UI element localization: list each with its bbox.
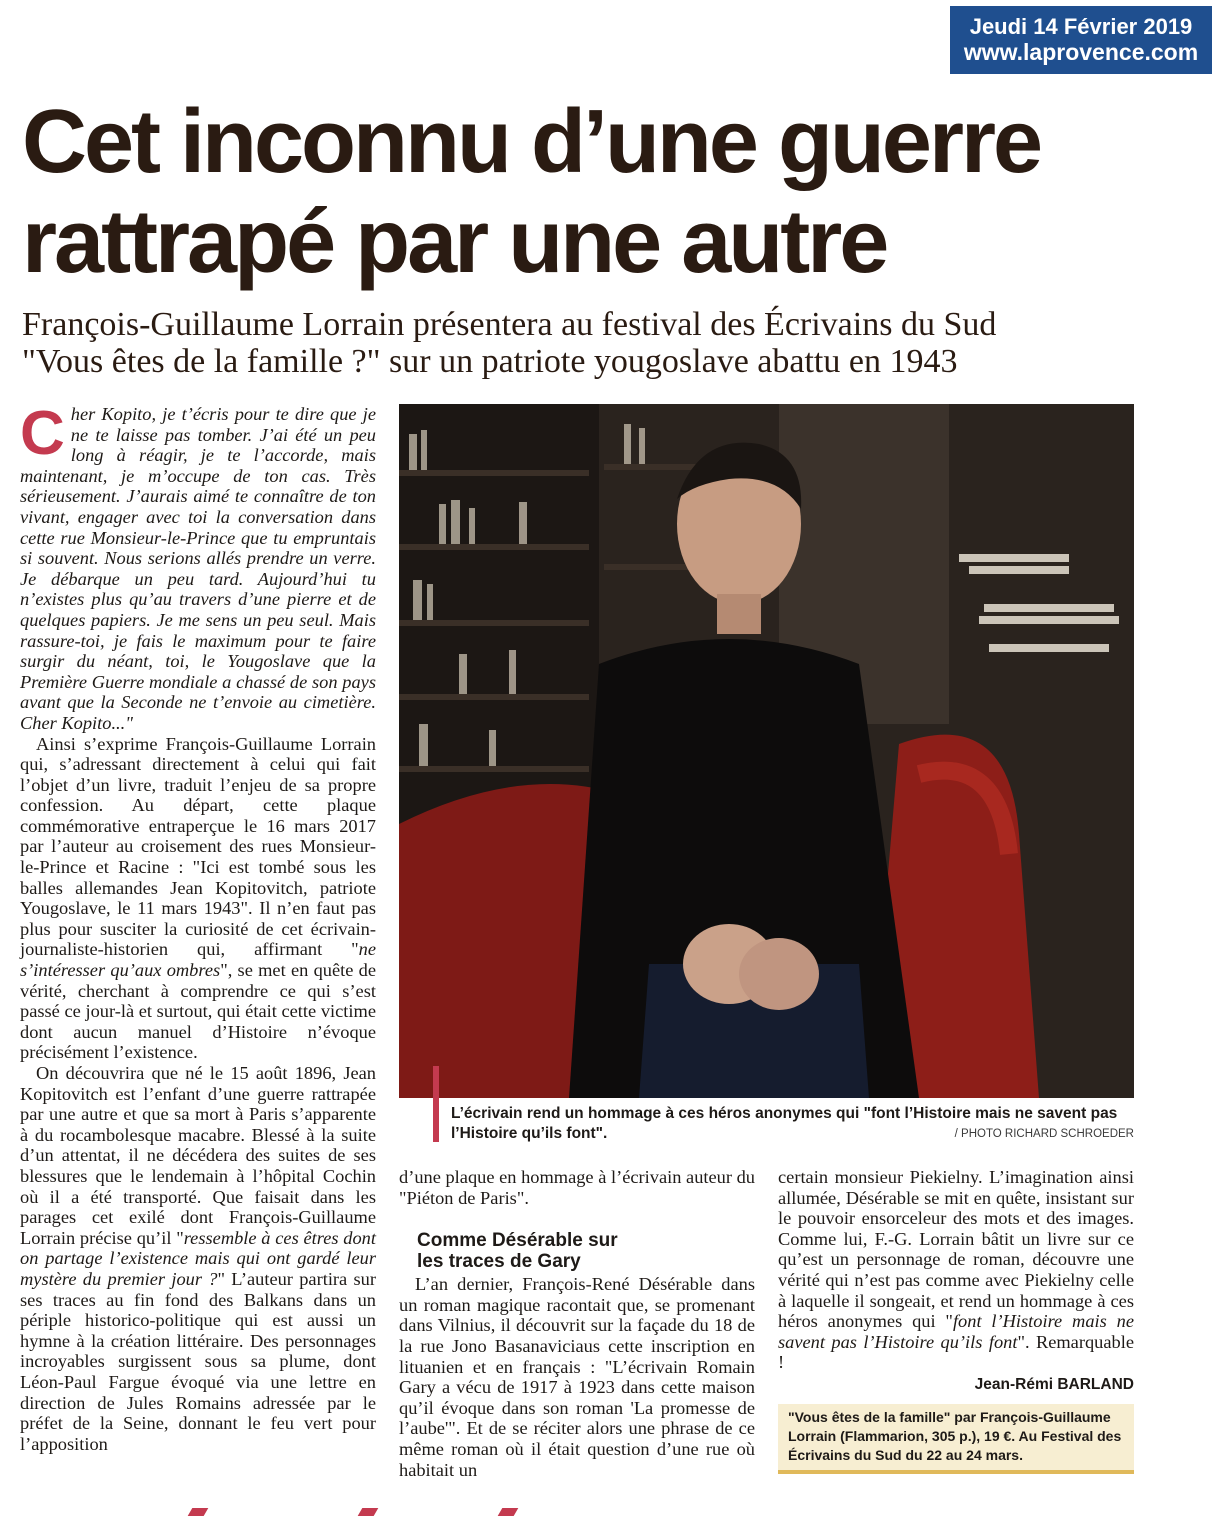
caption-line-2: l’Histoire qu’ils font". bbox=[451, 1125, 608, 1142]
article-paragraph bbox=[778, 1167, 1134, 1373]
paragraph-text: Ainsi s’exprime François-Guillaume Lorrain qui, s’adressant directement à celui qui fait l’objet d’un livre, traduit l’enjeu de sa propre confession. Au départ, cette plaque commémorative entraperçue le 16 mars 2017 par l’auteur au croisement des rues Monsieur-le-Prince et Racine : "Ici est tombé sous les balles allemandes Jean Kopitovitch, patriote Yougoslave, le 11 mars 1943". Il n’en faut pas plus pour susciter la curiosité de cet écrivain-journaliste-historien qui, affirmant " bbox=[20, 733, 376, 960]
paragraph-text: ". Remarquable ! bbox=[778, 1331, 1134, 1373]
subheadline-line-1: François-Guillaume Lorrain présentera au festival des Écrivains du Sud bbox=[22, 306, 997, 343]
author-portrait-image bbox=[399, 404, 1134, 1098]
article-paragraph bbox=[20, 1063, 376, 1454]
paragraph-text: On découvrira que né le 15 août 1896, Jean Kopitovitch est l’enfant d’une guerre rattrapée par une autre et que sa mort à Paris s’apparente à du rocambolesque macabre. Blessé à la suite d’un attentat, il ne décédera des suites de ses blessures que le lendemain à l’hôpital Cochin où il a été transporté. Que faisait dans les parages cet exilé dont François-Guillaume Lorrain précise qu’il " bbox=[20, 1063, 376, 1248]
website-url[interactable]: www.laprovence.com bbox=[963, 39, 1199, 66]
drop-cap: C bbox=[20, 399, 65, 468]
section-subtitle bbox=[417, 1230, 755, 1272]
photo-credit: / PHOTO RICHARD SCHROEDER bbox=[954, 1128, 1134, 1140]
paragraph-text: ", se met en quête de vérité, cherchant à comprendre ce qui s’est passé ce jour-là et surtout, qui était cette victime dont aucun manuel d’Histoire n’évoque précisément l’existence. bbox=[20, 960, 377, 1063]
author-signature: Jean-Rémi BARLAND bbox=[974, 1375, 1134, 1393]
paragraph-text: " L’auteur partira sur ses traces au fin fond des Balkans dans un périple historico-politique qui est aussi un hymne à la création littéraire. Des personnages incroyables surgissent sous sa plume, dont Léon-Paul Fargue évoqué via une lettre en direction de Jules Romains adressée par le préfet de la Seine, donnant le feu vert pour l’apposition bbox=[20, 1268, 376, 1454]
article-lede bbox=[20, 399, 376, 734]
paragraph-text: certain monsieur Piekielny. L’imagination ainsi allumée, Désérable se mit en quête, insistant sur le pouvoir ensorceleur des mots et des images. Comme lui, F.-G. Lorrain bâtit un livre sur ce qu’est un personnage de roman, découvre une vérité qui n’est pas comme avec Piekielny celle à laquelle il songeait, et rend un hommage à ces héros anonymes qui " bbox=[778, 1167, 1134, 1332]
book-info-box: "Vous êtes de la famille" par François-Guillaume Lorrain (Flammarion, 305 p.), 19 €. Au Festival des Écrivains du Sud du 22 au 24 mars. bbox=[778, 1404, 1134, 1474]
headline bbox=[22, 92, 1202, 292]
article-column-1 bbox=[20, 399, 377, 1454]
subheadline bbox=[22, 306, 1212, 380]
article-column-3 bbox=[778, 1167, 1134, 1396]
article-paragraph: d’une plaque en hommage à l’écrivain auteur du "Piéton de Paris". bbox=[399, 1167, 755, 1208]
inline-quote: ressemble à ces êtres dont on partage l’existence mais qui ont gardé leur mystère du premier jour ? bbox=[20, 1227, 376, 1289]
article-paragraph: L’an dernier, François-René Désérable dans un roman magique racontait que, se promenant dans Vilnius, il découvrit sur la façade du 18 de la rue Jono Basanaviciaus cette inscription en lituanien et en français : "L’écrivain Romain Gary a vécu de 1917 à 1923 dans cette maison qu’il évoque dans son roman 'La promesse de l’aube'". Et de se réciter alors une phrase de ce même roman où il était question d’une rue où habitait un bbox=[399, 1274, 755, 1480]
article-paragraph bbox=[20, 734, 376, 1064]
lede-text: her Kopito, je t’écris pour te dire que je ne te laisse pas tomber. J’ai été un peu long à réagir, je te l’accorde, mais maintenant, je m’occupe de ton cas. Très sérieusement. J’aurais aimé te connaître de ton vivant, engager avec toi la conversation dans cette rue Monsieur-le-Prince que tu empruntais si souvent. Nous serions allés prendre un verre. Je débarque un peu tard. Aujourd’hui tu n’existes plus qu’au travers d’une pierre et de quelques papiers. Je me sens un peu seul. Mais rassure-toi, je fais le maximum pour te faire surgir du néant, toi, le Yougoslave que la Première Guerre mondiale a chassé de son pays avant que la Seconde ne t’envoie au cimetière. Cher Kopito..." bbox=[20, 404, 376, 733]
publication-date: Jeudi 14 Février 2019 bbox=[969, 14, 1193, 40]
subheadline-line-2: "Vous êtes de la famille ?" sur un patriote yougoslave abattu en 1943 bbox=[22, 343, 958, 380]
caption-line-1: L’écrivain rend un hommage à ces héros anonymes qui "font l’Histoire mais ne savent pas bbox=[451, 1105, 1118, 1122]
headline-line-2: rattrapé par une autre bbox=[22, 192, 887, 292]
subtitle-line-1: Comme Désérable sur bbox=[417, 1230, 618, 1252]
headline-line-1: Cet inconnu d’une guerre bbox=[22, 92, 1041, 192]
inline-quote: ne s’intéresser qu’aux ombres bbox=[20, 939, 376, 981]
inline-quote: font l’Histoire mais ne savent pas l’Histoire qu’ils font bbox=[778, 1311, 1134, 1352]
subtitle-line-2: les traces de Gary bbox=[417, 1251, 581, 1273]
next-article-edge bbox=[0, 1500, 1222, 1516]
article-column-2 bbox=[399, 1167, 755, 1480]
caption-accent-bar bbox=[433, 1066, 439, 1142]
author-photo bbox=[399, 404, 1134, 1098]
masthead-box bbox=[950, 6, 1212, 74]
